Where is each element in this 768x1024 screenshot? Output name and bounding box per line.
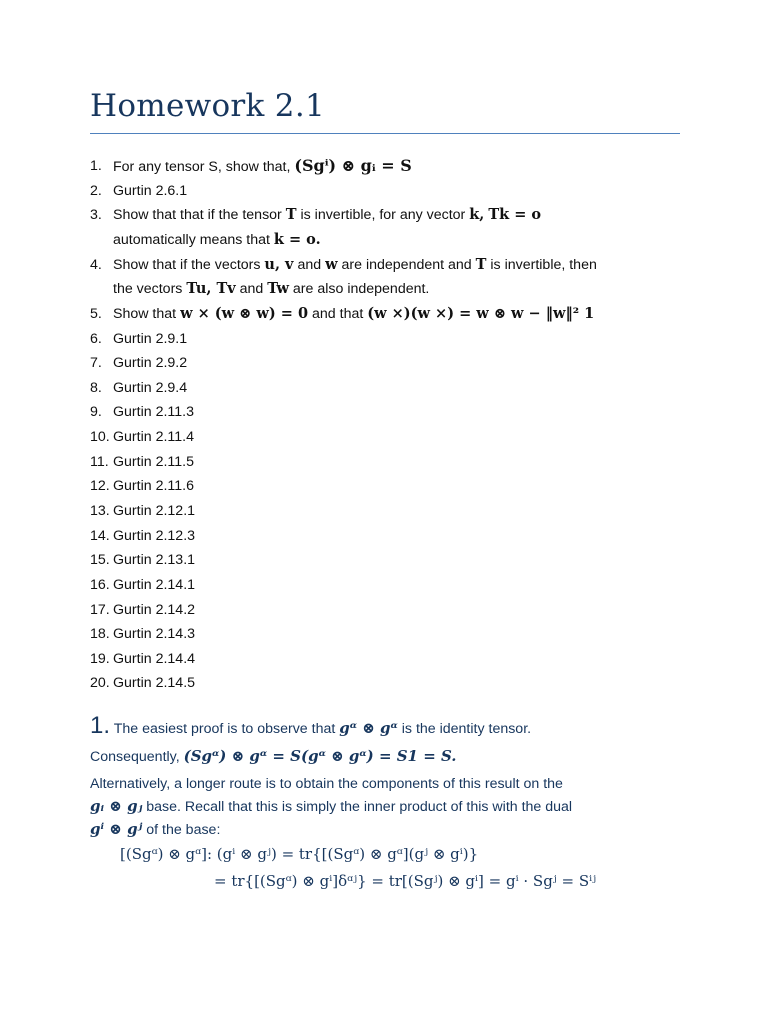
item-math: T [475, 255, 487, 273]
solution-text: The easiest proof is to observe that [113, 721, 336, 737]
list-item [90, 524, 690, 549]
solution-math: gᵢ ⊗ gⱼ [90, 797, 143, 815]
list-item [90, 450, 690, 475]
item-text: Gurtin 2.12.1 [113, 503, 196, 519]
item-text: Gurtin 2.13.1 [113, 552, 196, 569]
list-item [90, 327, 690, 352]
equation-line-1: [(Sgᵅ) ⊗ gᵅ]: (gⁱ ⊗ gʲ) = tr{[(Sgᵅ) ⊗ gᵅ](gʲ ⊗ gⁱ)} [120, 845, 479, 863]
item-number: 16. [90, 576, 110, 593]
item-number: 11. [90, 453, 109, 470]
item-text: Gurtin 2.9.2 [113, 355, 188, 372]
list-item [90, 203, 690, 252]
item-number: 13. [90, 503, 110, 519]
item-number: 20. [90, 675, 110, 692]
list-item [90, 499, 690, 524]
solution-line [90, 747, 457, 765]
solution-line [90, 776, 563, 792]
item-number: 18. [90, 626, 110, 643]
list-item [90, 179, 690, 204]
item-text: are also independent. [292, 281, 430, 298]
item-text: Gurtin 2.14.3 [113, 626, 196, 643]
homework-list [90, 154, 690, 696]
item-text: Gurtin 2.11.4 [113, 429, 194, 446]
item-text: Gurtin 2.6.1 [113, 182, 188, 199]
list-item [90, 302, 690, 327]
item-text: Gurtin 2.14.4 [113, 650, 196, 667]
item-text: is invertible, then [490, 256, 597, 273]
item-number: 7. [90, 355, 102, 372]
list-item [90, 474, 690, 499]
solution-number: 1. [90, 712, 111, 739]
list-item [90, 622, 690, 647]
list-item [90, 400, 690, 425]
item-number: 3. [90, 207, 102, 224]
solution-math: gᵅ ⊗ gᵅ [339, 719, 398, 737]
page-title: Homework 2.1 [90, 88, 325, 124]
item-text: Gurtin 2.12.3 [113, 527, 196, 544]
item-number: 9. [90, 404, 102, 421]
solution-line [90, 712, 531, 740]
item-text: Gurtin 2.11.3 [113, 404, 194, 421]
solution-text: Alternatively, a longer route is to obtain the components of this result on the [90, 776, 563, 792]
item-math: k = o. [273, 230, 321, 248]
item-text: Show that that if the tensor [113, 207, 282, 224]
item-math: w [325, 255, 338, 273]
item-number: 1. [90, 158, 102, 174]
item-text: For any tensor S, show that, [113, 159, 291, 175]
item-number: 4. [90, 256, 102, 273]
item-math: (Sgⁱ) ⊗ gᵢ = S [294, 156, 412, 175]
item-text: Gurtin 2.14.5 [113, 675, 196, 692]
list-item [90, 154, 690, 179]
item-text: Gurtin 2.14.2 [113, 601, 196, 618]
list-item [90, 671, 690, 696]
item-number: 6. [90, 330, 102, 347]
item-number: 19. [90, 650, 110, 667]
item-text: Gurtin 2.9.1 [113, 330, 188, 347]
item-text: is invertible, for any vector [300, 207, 466, 224]
item-math: k, [469, 206, 485, 224]
item-text: and [297, 256, 322, 273]
item-number: 5. [90, 305, 102, 322]
solution-line [90, 797, 572, 815]
item-text: Gurtin 2.11.6 [113, 478, 194, 495]
item-text: Gurtin 2.14.1 [113, 576, 196, 593]
item-math: Tk = o [488, 206, 542, 224]
list-item [90, 598, 690, 623]
list-item [90, 548, 690, 573]
item-text: Gurtin 2.9.4 [113, 379, 188, 396]
title-divider [90, 133, 680, 134]
solution-text: of the base: [146, 822, 221, 838]
list-item [90, 647, 690, 672]
item-text: and [239, 281, 264, 298]
item-math: u, v [264, 255, 294, 273]
item-math: T [285, 206, 297, 224]
item-math: Tw [267, 280, 289, 298]
item-text: and that [312, 305, 364, 322]
item-number: 2. [90, 182, 102, 199]
solution-text: Consequently, [90, 749, 180, 765]
list-item [90, 351, 690, 376]
item-math: w × (w ⊗ w) = 0 [180, 304, 309, 322]
list-item [90, 376, 690, 401]
solution-text: base. Recall that this is simply the inner product of this with the dual [146, 799, 573, 815]
item-number: 17. [90, 601, 110, 618]
item-number: 15. [90, 552, 110, 569]
item-number: 10. [90, 429, 110, 446]
item-text: are independent and [341, 256, 472, 273]
equation-line-2: = tr{[(Sgᵅ) ⊗ gⁱ]δᵅʲ} = tr[(Sgʲ) ⊗ gⁱ] = gⁱ · Sgʲ = Sⁱʲ [214, 872, 597, 890]
item-number: 8. [90, 379, 102, 396]
item-text: Gurtin 2.11.5 [113, 453, 194, 470]
item-text: the vectors [113, 281, 183, 298]
solution-text: is the identity tensor. [401, 721, 532, 737]
item-text: automatically means that [113, 231, 270, 248]
item-math: (w ×)(w ×) = w ⊗ w − ‖w‖² 1 [367, 304, 595, 322]
item-number: 12. [90, 478, 110, 495]
list-item [90, 253, 690, 302]
item-text: Show that if the vectors [113, 256, 261, 273]
solution-math: (Sgᵅ) ⊗ gᵅ = S(gᵅ ⊗ gᵅ) = S1 = S. [183, 747, 457, 765]
item-number: 14. [90, 527, 110, 544]
solution-math: gⁱ ⊗ gʲ [90, 820, 143, 838]
list-item [90, 573, 690, 598]
item-math: Tu, Tv [186, 280, 236, 298]
solution-line [90, 820, 220, 838]
item-text: Show that [113, 305, 177, 322]
list-item [90, 425, 690, 450]
